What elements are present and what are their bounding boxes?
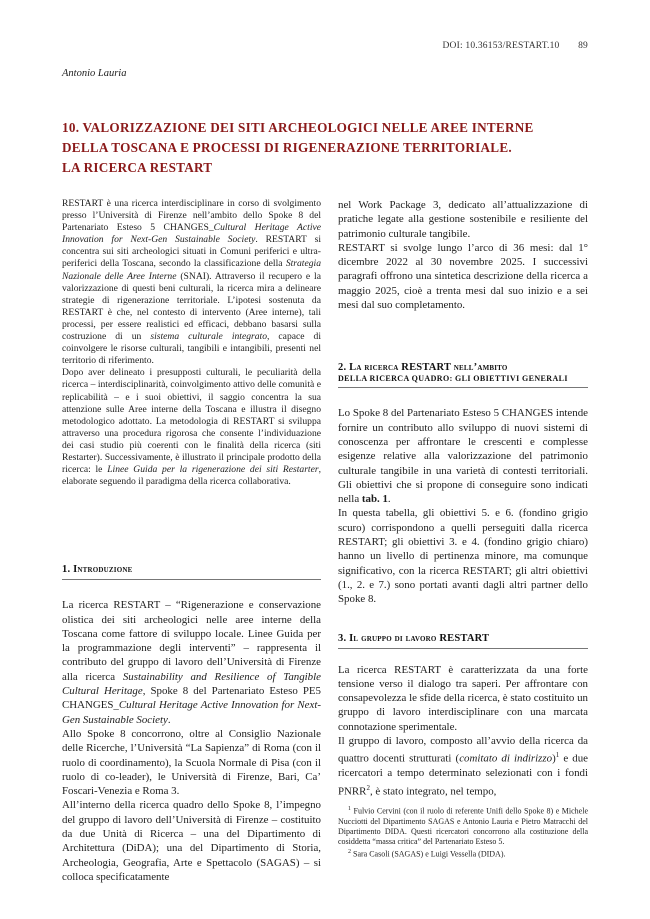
page-number: 89 — [578, 41, 588, 51]
chapter-title-line-3: LA RICERCA RESTART — [62, 160, 213, 175]
section-1-rule — [62, 579, 321, 580]
continuation-paragraph-2: RESTART si svolge lungo l’arco di 36 mesi: dal 1° dicembre 2022 al 30 novembre 2025. I successivi paragrafi offrono una sintetica descrizione della ricerca a maggio 2025, cioè a trenta mesi dal suo inizio e a sei mesi dal suo completamento. — [338, 241, 588, 312]
section-2-subheading: DELLA RICERCA QUADRO: GLI OBIETTIVI GENERALI — [338, 374, 568, 384]
chapter-title-line-1: 10. VALORIZZAZIONE DEI SITI ARCHEOLOGICI NELLE AREE INTERNE — [62, 120, 534, 135]
section-2-paragraph-2: In questa tabella, gli obiettivi 5. e 6. (fondino grigio scuro) corrispondono a quelli perseguiti dalla ricerca RESTART; gli obiettivi 3. e 4. (fondino grigio chiaro) hanno un livello di pertinenza minore, ma comunque significativo, con la ricerca RESTART; gli altri obiettivi (1., 2. e 7.) sono portati avanti dagli altri partner dello Spoke 8. — [338, 507, 588, 606]
right-column — [338, 198, 588, 860]
section-3-rule — [338, 648, 588, 649]
author-name: Antonio Lauria — [62, 68, 127, 79]
section-2-paragraph-1: Lo Spoke 8 del Partenariato Esteso 5 CHANGES intende fornire un contributo allo sviluppo di nuovi sistemi di conoscenza per affrontare le crescenti e complesse esigenze relative alla valorizzazione del patrimonio culturale tangibile in una varietà di contesti territoriali. Gli obiettivi che si propone di conseguire sono indicati nella tab. 1. — [338, 407, 588, 506]
abstract-paragraph-1: RESTART è una ricerca interdisciplinare in corso di svolgimento presso l’Università di Firenze nell’ambito dello Spoke 8 del Partenariato Esteso 5 CHANGES_Cultural Heritage Active Innovation for Next-Gen Sustainable Society. RESTART si concentra sui siti archeologici situati in Comuni periferici e ultra-periferici della Toscana, secondo la classificazione della Strategia Nazionale delle Aree Interne (SNAI). Attraverso il recupero e la valorizzazione di questi beni culturali, la ricerca mira a delineare strategie di rigenerazione territoriale. L’ipotesi sostenuta da RESTART è che, nel contesto di intervento (Aree interne), tali processi, per essere realistici ed efficaci, debbano basarsi sulla costruzione di un sistema culturale integrato, capace di coinvolgere le risorse culturali, tangibili e intangibili, presenti nel territorio di riferimento. — [62, 198, 321, 367]
abstract-paragraph-2: Dopo aver delineato i presupposti culturali, le peculiarità della ricerca – interdisciplinarità, coinvolgimento attivo delle comunità e replicabilità – e i suoi obiettivi, il saggio concentra la sua attenzione sulle Aree interne della Toscana e illustra il disegno metodologico adottato. La metodologia di RESTART si sviluppa attraverso una procedura rigorosa che consente l’individuazione dei casi studio più coerenti con le finalità della ricerca (siti Restarter). Successivamente, è illustrato il principale prodotto della ricerca: le Linee Guida per la rigenerazione dei siti Restarter, elaborate seguendo il paradigma della ricerca collaborativa. — [62, 367, 321, 488]
section-2-heading: 2. La ricerca RESTART nell’ambito — [338, 362, 508, 374]
chapter-title-line-2: DELLA TOSCANA E PROCESSI DI RIGENERAZIONE TERRITORIALE. — [62, 140, 512, 155]
running-header — [442, 41, 588, 51]
section-1-heading: 1. Introduzione — [62, 564, 133, 576]
section-2-rule — [338, 387, 588, 388]
section-3-paragraph-1: La ricerca RESTART è caratterizzata da una forte tensione verso il dialogo tra saperi. Per affrontare con consapevolezza le sfide della ricerca, è stato costituito un gruppo di lavoro interdisciplinare con una marcata connotazione sperimentale. — [338, 663, 588, 733]
section-1-paragraph-2: Allo Spoke 8 concorrono, oltre al Consiglio Nazionale delle Ricerche, l’Università “La Sapienza” di Roma (con il ruolo di coordinamento), la Scuola Normale di Pisa (con il ruolo di co-leader), le Università di Firenze, Bari, Ca’ Foscari-Venezia e Roma 3. — [62, 727, 321, 798]
doi-label: DOI: 10.36153/RESTART.10 — [442, 41, 560, 51]
section-1-paragraph-1: La ricerca RESTART – “Rigenerazione e conservazione olistica dei siti archeologici nelle aree interne della Toscana come fattore di sviluppo locale. Linee Guida per la programmazione degli interventi” – rappresenta il contributo del gruppo di lavoro dell’Università di Firenze alla ricerca Sustainability and Resilience of Tangible Cultural Heritage, Spoke 8 del Partenariato Esteso PE5 CHANGES_Cultural Heritage Active Innovation for Next-Gen Sustainable Society. — [62, 599, 321, 726]
footnote-2: $^2$ Sara Casoli (SAGAS) e Luigi Vessella (DIDA). — [348, 849, 506, 859]
section-1-paragraph-3: All’interno della ricerca quadro dello Spoke 8, l’impegno del gruppo di lavoro dell’Università di Firenze – costituito da due Unità di Ricerca – una del Dipartimento di Architettura (DiDA); una del Dipartimento di Storia, Archeologia, Geografia, Arte e Spettacolo (SAGAS) – si colloca specificatamente — [62, 799, 321, 883]
chapter-title — [62, 118, 592, 178]
footnotes — [338, 804, 588, 859]
section-3-heading: 3. Il gruppo di lavoro RESTART — [338, 632, 490, 644]
left-column — [62, 198, 321, 884]
continuation-paragraph-1: nel Work Package 3, dedicato all’attualizzazione di pratiche legate alla gestione sostenibile e resiliente del patrimonio culturale tangibile. — [338, 199, 588, 240]
footnote-1: $^1$ Fulvio Cervini (con il ruolo di referente Unifi dello Spoke 8) e Michele Nucciotti del Dipartimento SAGAS e Antonio Lauria e Pietro Matracchi del Dipartimento DIDA. Questi ricercatori concorrono alla costituzione della cosiddetta “massa critica” del Partenariato Esteso 5. — [338, 806, 588, 847]
abstract — [62, 198, 321, 488]
section-3-paragraph-2: Il gruppo di lavoro, composto all’avvio della ricerca da quattro docenti strutturati (comitato di indirizzo)$^1$ e due ricercatori a tempo determinato selezionati con i fondi PNRR$^2$, è stato integrato, nel tempo, — [338, 735, 589, 798]
